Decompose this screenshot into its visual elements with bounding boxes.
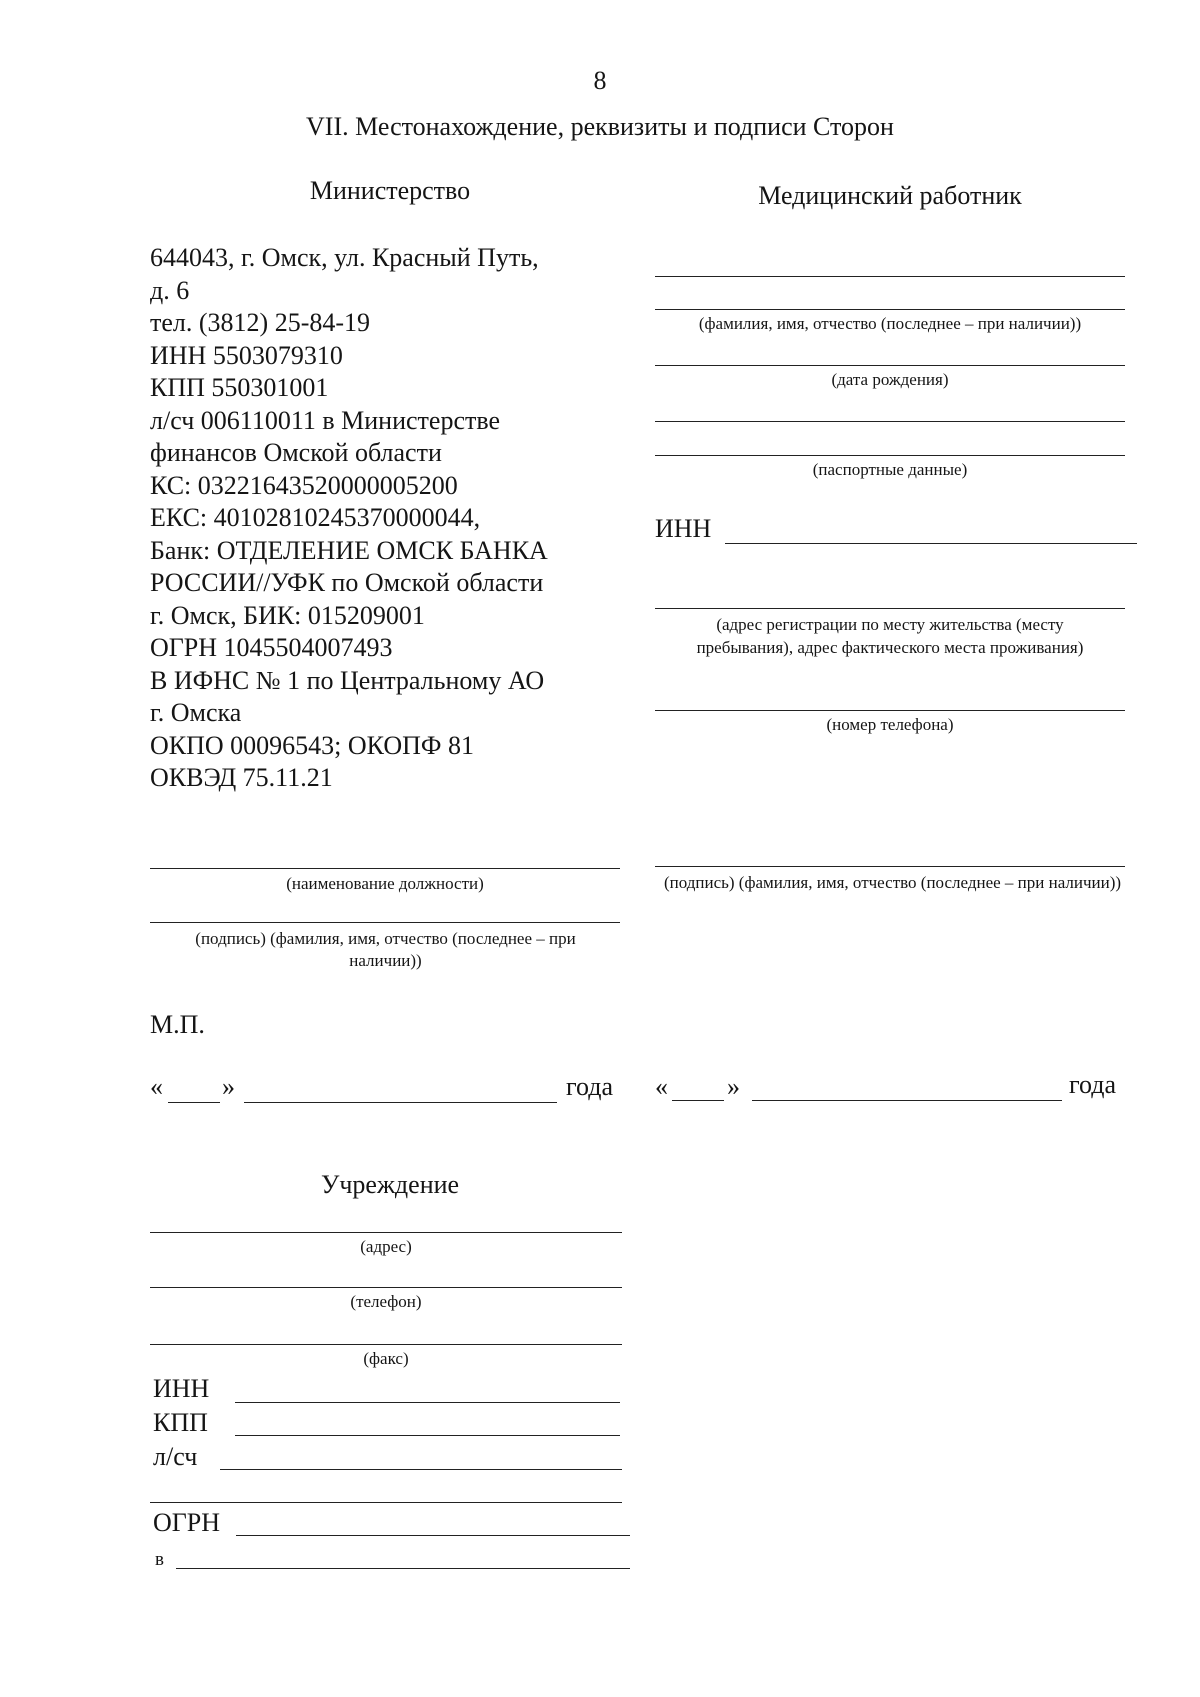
worker-signature-caption: (подпись) (фамилия, имя, отчество (последнее – при наличии)) bbox=[663, 873, 1122, 892]
ministry-bank-cont: РОССИИ//УФК по Омской области bbox=[150, 568, 544, 597]
institution-ogrn-label: ОГРН bbox=[153, 1508, 221, 1537]
worker-inn-field[interactable] bbox=[725, 543, 1137, 544]
institution-account-field[interactable] bbox=[220, 1469, 622, 1470]
ministry-heading: Министерство bbox=[309, 176, 471, 205]
institution-inn-label: ИНН bbox=[153, 1374, 210, 1403]
stamp-label: М.П. bbox=[150, 1010, 205, 1039]
ministry-phone: тел. (3812) 25-84-19 bbox=[150, 308, 371, 337]
ministry-address: 644043, г. Омск, ул. Красный Путь, bbox=[150, 243, 539, 272]
ministry-date-open-quote: « bbox=[150, 1072, 163, 1101]
worker-signature-line[interactable] bbox=[655, 866, 1125, 867]
passport-line-1[interactable] bbox=[655, 421, 1125, 422]
institution-kpp-label: КПП bbox=[153, 1408, 208, 1437]
worker-address-line[interactable] bbox=[655, 608, 1125, 609]
ministry-date-close-quote: » bbox=[222, 1072, 235, 1101]
institution-fax-caption: (факс) bbox=[363, 1349, 409, 1368]
worker-phone-caption: (номер телефона) bbox=[826, 715, 954, 734]
birth-date-caption: (дата рождения) bbox=[831, 370, 949, 389]
ministry-inn: ИНН 5503079310 bbox=[150, 340, 343, 370]
birth-date-line[interactable] bbox=[655, 365, 1125, 366]
worker-phone-line[interactable] bbox=[655, 710, 1125, 711]
institution-fax-line[interactable] bbox=[150, 1344, 622, 1345]
institution-inn-field[interactable] bbox=[235, 1402, 620, 1403]
ministry-ks: КС: 03221643520000005200 bbox=[150, 470, 458, 500]
page-number: 8 bbox=[593, 66, 607, 95]
ministry-signature-caption: (подпись) (фамилия, имя, отчество (последнее – при наличии)) bbox=[195, 929, 576, 970]
section-title: VII. Местонахождение, реквизиты и подписи Сторон bbox=[306, 112, 894, 141]
institution-address-line[interactable] bbox=[150, 1232, 622, 1233]
fio-line-2[interactable] bbox=[655, 309, 1125, 310]
ministry-bik: г. Омск, БИК: 015209001 bbox=[150, 600, 425, 630]
institution-phone-caption: (телефон) bbox=[350, 1292, 422, 1311]
passport-caption: (паспортные данные) bbox=[812, 460, 968, 479]
position-line[interactable] bbox=[150, 868, 620, 869]
worker-date-open-quote: « bbox=[655, 1072, 668, 1101]
institution-in-field[interactable] bbox=[176, 1568, 630, 1569]
worker-date-suffix: года bbox=[1069, 1070, 1117, 1099]
position-caption: (наименование должности) bbox=[286, 874, 484, 893]
ministry-account-holder: финансов Омской области bbox=[150, 438, 442, 467]
ministry-signature-line[interactable] bbox=[150, 922, 620, 923]
worker-date-day-field[interactable] bbox=[672, 1100, 724, 1101]
ministry-ogrn: ОГРН 1045504007493 bbox=[150, 633, 393, 662]
institution-heading: Учреждение bbox=[320, 1170, 460, 1199]
institution-account-label: л/сч bbox=[153, 1442, 198, 1471]
ministry-date-suffix: года bbox=[566, 1072, 614, 1101]
ministry-account: л/сч 006110011 в Министерстве bbox=[150, 405, 501, 435]
passport-line-2[interactable] bbox=[655, 455, 1125, 456]
ministry-house: д. 6 bbox=[150, 275, 190, 305]
ministry-city: г. Омска bbox=[150, 698, 242, 727]
worker-address-caption: (адрес регистрации по месту жительства (месту пребывания), адрес фактического места проживания) bbox=[696, 615, 1084, 657]
worker-date-month-field[interactable] bbox=[752, 1100, 1062, 1101]
institution-ogrn-field[interactable] bbox=[236, 1535, 630, 1536]
ministry-okpo: ОКПО 00096543; ОКОПФ 81 bbox=[150, 730, 474, 760]
fio-line-1[interactable] bbox=[655, 276, 1125, 277]
ministry-details bbox=[150, 242, 548, 795]
ministry-bank: Банк: ОТДЕЛЕНИЕ ОМСК БАНКА bbox=[150, 535, 548, 565]
institution-in-label: в bbox=[155, 1549, 164, 1570]
institution-address-caption: (адрес) bbox=[360, 1237, 412, 1256]
ministry-kpp: КПП 550301001 bbox=[150, 373, 329, 402]
ministry-date-month-field[interactable] bbox=[244, 1102, 557, 1103]
ministry-eks: ЕКС: 40102810245370000044, bbox=[150, 503, 481, 532]
medical-worker-heading: Медицинский работник bbox=[758, 181, 1022, 210]
fio-caption: (фамилия, имя, отчество (последнее – при наличии)) bbox=[698, 314, 1082, 333]
institution-account-field-2[interactable] bbox=[150, 1502, 622, 1503]
worker-date-close-quote: » bbox=[727, 1072, 740, 1101]
institution-kpp-field[interactable] bbox=[235, 1435, 620, 1436]
ministry-date-day-field[interactable] bbox=[168, 1102, 220, 1103]
ministry-ifns: В ИФНС № 1 по Центральному АО bbox=[150, 665, 545, 695]
ministry-okved: ОКВЭД 75.11.21 bbox=[150, 763, 333, 792]
worker-inn-label: ИНН bbox=[655, 514, 712, 543]
institution-phone-line[interactable] bbox=[150, 1287, 622, 1288]
